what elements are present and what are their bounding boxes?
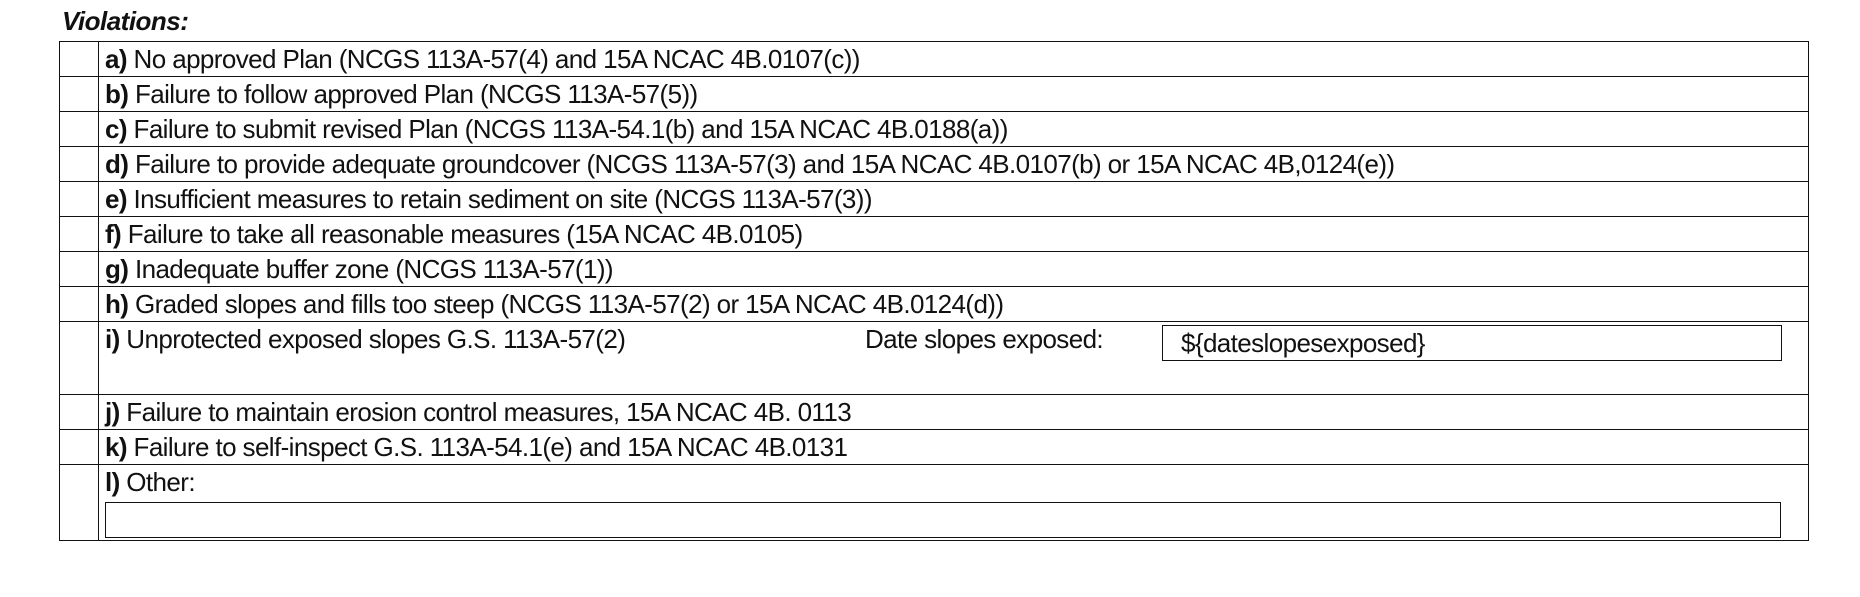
violation-label-b: [99, 77, 1809, 112]
checkbox-cell-b[interactable]: [60, 77, 99, 112]
violation-row-f: [60, 217, 1809, 252]
checkbox-cell-c[interactable]: [60, 112, 99, 147]
violation-text: Failure to maintain erosion control measures, 15A NCAC 4B. 0113: [119, 397, 852, 427]
violation-row-k: [60, 430, 1809, 465]
checkbox-cell-e[interactable]: [60, 182, 99, 217]
violation-row-d: [60, 147, 1809, 182]
violations-table: [59, 41, 1809, 541]
checkbox-cell-i[interactable]: [60, 322, 99, 395]
violation-letter: a): [105, 44, 127, 74]
date-slopes-exposed-field[interactable]: ${dateslopesexposed}: [1162, 325, 1782, 361]
violation-letter: d): [105, 149, 129, 179]
violation-label-e: [99, 182, 1809, 217]
violation-label-a: [99, 42, 1809, 77]
violation-text: Insufficient measures to retain sediment on site (NCGS 113A-57(3)): [126, 184, 872, 214]
violation-letter: g): [105, 254, 129, 284]
checkbox-cell-j[interactable]: [60, 395, 99, 430]
date-slopes-exposed-label: Date slopes exposed:: [865, 324, 1104, 354]
violation-label-g: [99, 252, 1809, 287]
violation-row-c: [60, 112, 1809, 147]
violation-text: Unprotected exposed slopes G.S. 113A-57(2): [119, 324, 626, 354]
violation-text: Inadequate buffer zone (NCGS 113A-57(1)): [128, 254, 613, 284]
violation-row-e: [60, 182, 1809, 217]
violation-row-i: [60, 322, 1809, 395]
violation-label-h: [99, 287, 1809, 322]
violation-row-a: [60, 42, 1809, 77]
violation-letter: i): [105, 324, 120, 354]
checkbox-cell-l[interactable]: [60, 465, 99, 541]
violation-letter: j): [105, 397, 120, 427]
violation-letter: h): [105, 289, 129, 319]
violation-row-l: [60, 465, 1809, 541]
violation-label-l: [99, 465, 1809, 541]
checkbox-cell-a[interactable]: [60, 42, 99, 77]
violation-letter: b): [105, 79, 129, 109]
violation-letter: e): [105, 184, 127, 214]
checkbox-cell-k[interactable]: [60, 430, 99, 465]
violation-label-k: [99, 430, 1809, 465]
violation-text: Graded slopes and fills too steep (NCGS 113A-57(2) or 15A NCAC 4B.0124(d)): [128, 289, 1004, 319]
checkbox-cell-h[interactable]: [60, 287, 99, 322]
violation-letter: l): [105, 467, 120, 497]
violation-label-f: [99, 217, 1809, 252]
violation-label-d: [99, 147, 1809, 182]
checkbox-cell-f[interactable]: [60, 217, 99, 252]
violation-text: Failure to take all reasonable measures (15A NCAC 4B.0105): [121, 219, 803, 249]
checkbox-cell-g[interactable]: [60, 252, 99, 287]
violation-row-h: [60, 287, 1809, 322]
violation-text: Other:: [119, 467, 195, 497]
violation-label-j: [99, 395, 1809, 430]
violation-letter: k): [105, 432, 127, 462]
violation-row-b: [60, 77, 1809, 112]
violation-text: Failure to provide adequate groundcover (NCGS 113A-57(3) and 15A NCAC 4B.0107(b) or 15A NCAC 4B,0124(e)): [128, 149, 1395, 179]
checkbox-cell-d[interactable]: [60, 147, 99, 182]
other-violation-field[interactable]: [105, 502, 1781, 538]
violation-letter: c): [105, 114, 127, 144]
violation-label-i: [99, 322, 1809, 395]
violation-text: Failure to submit revised Plan (NCGS 113A-54.1(b) and 15A NCAC 4B.0188(a)): [126, 114, 1008, 144]
violation-label-c: [99, 112, 1809, 147]
violation-text: Failure to follow approved Plan (NCGS 113A-57(5)): [128, 79, 698, 109]
violation-text: Failure to self-inspect G.S. 113A-54.1(e) and 15A NCAC 4B.0131: [126, 432, 848, 462]
violation-row-g: [60, 252, 1809, 287]
violations-heading: Violations:: [62, 6, 189, 36]
violation-text: No approved Plan (NCGS 113A-57(4) and 15A NCAC 4B.0107(c)): [126, 44, 860, 74]
violation-letter: f): [105, 219, 122, 249]
violation-row-j: [60, 395, 1809, 430]
